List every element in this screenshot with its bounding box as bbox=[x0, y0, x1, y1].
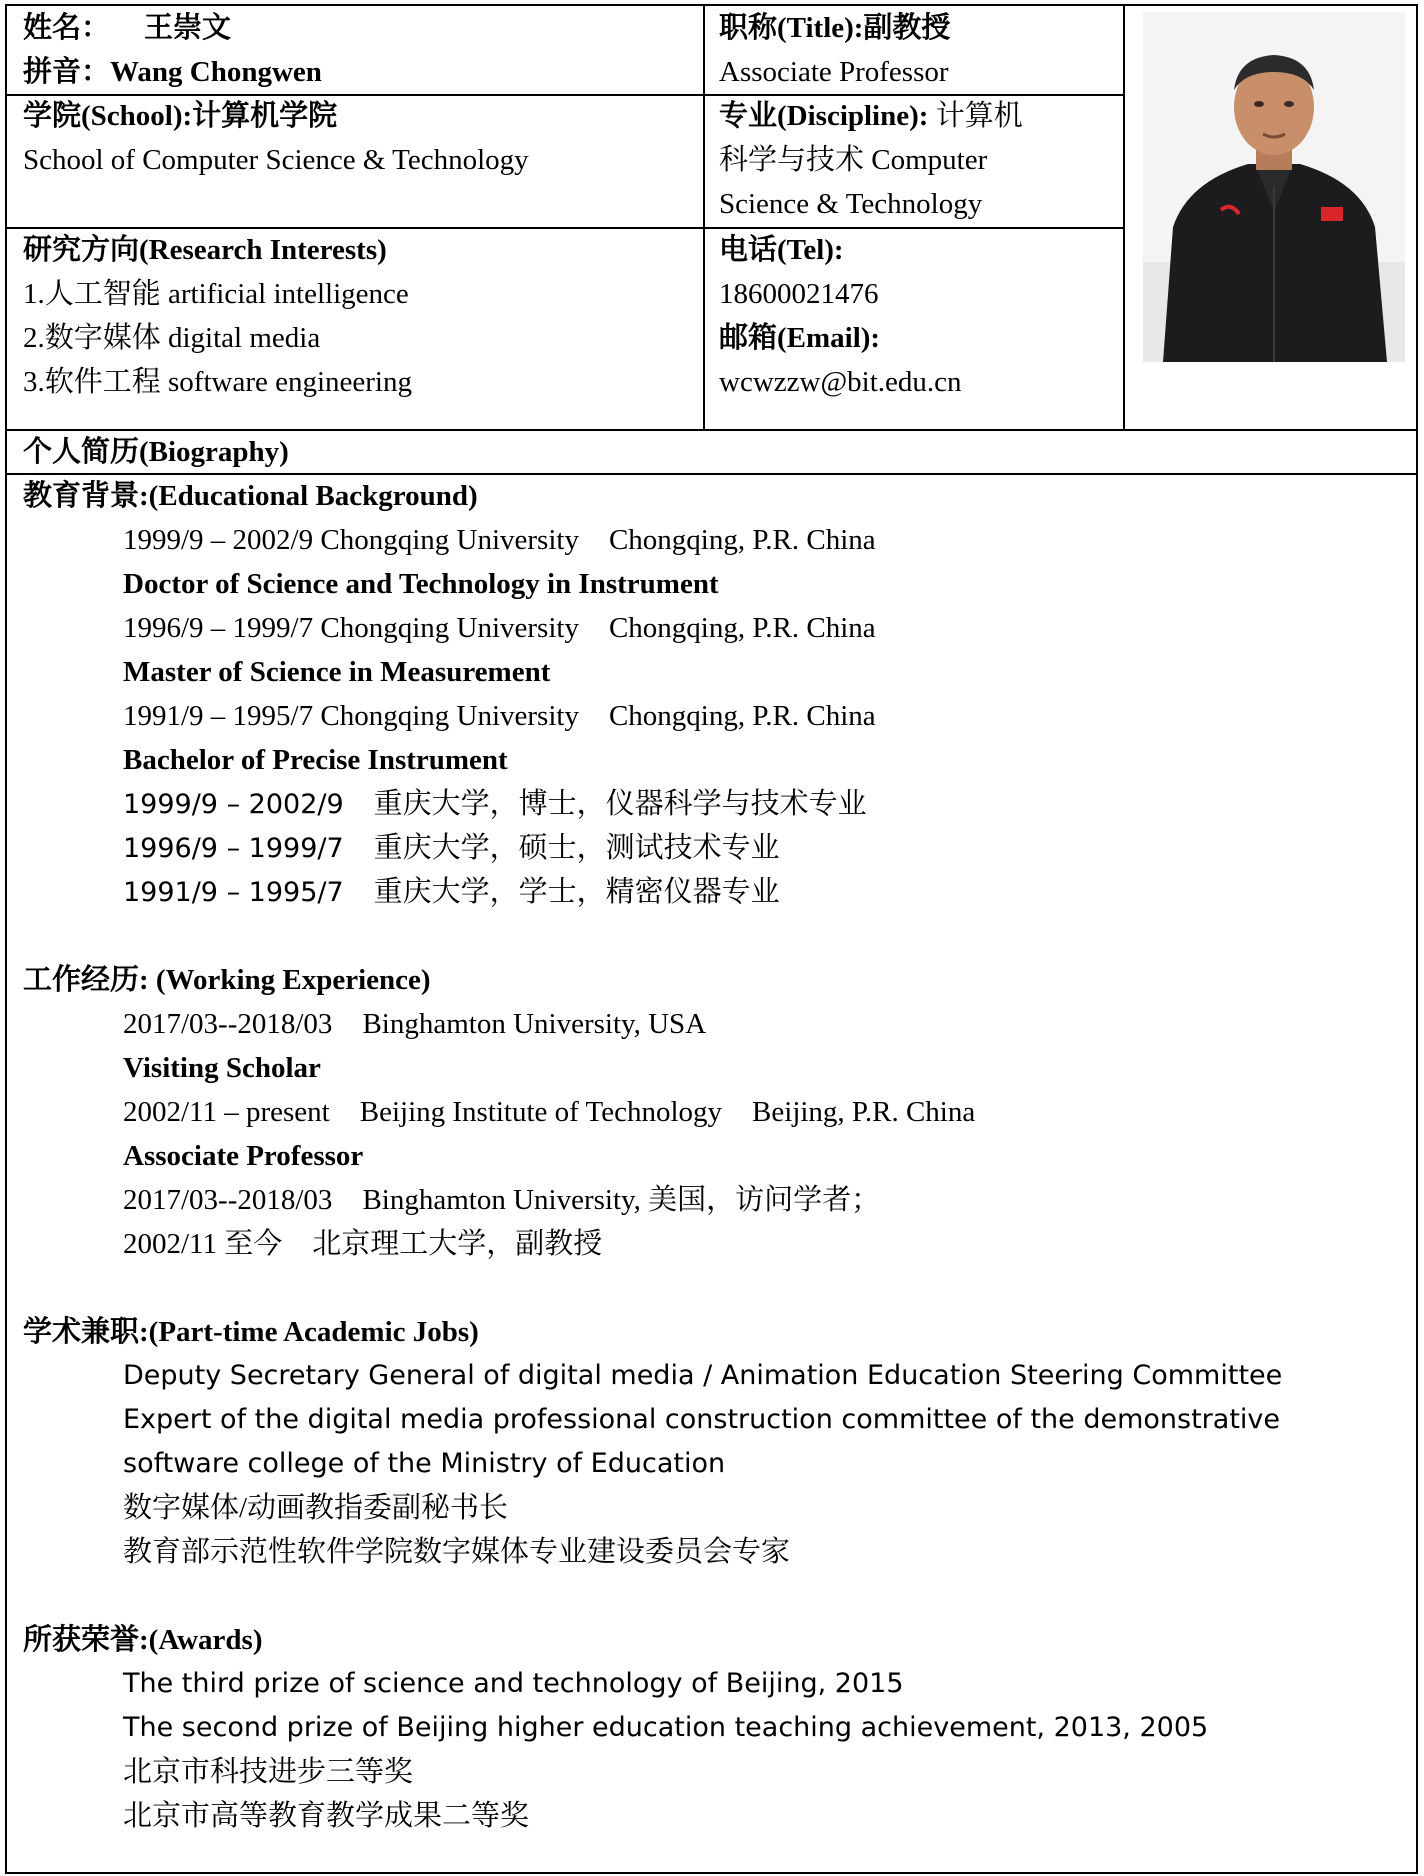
education-entry: 1991/9 – 1995/7 Chongqing University Chongqing, P.R. China bbox=[123, 700, 876, 732]
work-cn-entry: 2002/11 至今 北京理工大学，副教授 bbox=[123, 1228, 603, 1260]
academic-line: Expert of the digital media professional construction committee of the demonstrative bbox=[123, 1404, 1281, 1435]
academic-line: Deputy Secretary General of digital media / Animation Education Steering Committee bbox=[123, 1360, 1283, 1391]
academic-cn-line: 教育部示范性软件学院数字媒体专业建设委员会专家 bbox=[123, 1536, 791, 1568]
work-role: Associate Professor bbox=[123, 1140, 364, 1172]
school-value: School of Computer Science & Technology bbox=[23, 144, 529, 176]
tel-label: 电话(Tel): bbox=[719, 234, 844, 266]
name-label: 姓名： bbox=[23, 12, 111, 44]
title-label: 职称(Title):副教授 bbox=[719, 12, 951, 44]
work-heading: 工作经历: (Working Experience) bbox=[23, 964, 431, 996]
research-label: 研究方向(Research Interests) bbox=[23, 234, 387, 266]
email-value: wcwzzw@bit.edu.cn bbox=[719, 366, 962, 398]
education-cn-entry: 1999/9 – 2002/9 重庆大学，博士，仪器科学与技术专业 bbox=[123, 788, 867, 820]
education-degree: Doctor of Science and Technology in Instrument bbox=[123, 568, 719, 600]
work-cn-entry: 2017/03--2018/03 Binghamton University, 美国，访问学者； bbox=[123, 1184, 881, 1216]
portrait-photo-icon bbox=[1143, 12, 1405, 362]
education-cn-entry: 1991/9 – 1995/7 重庆大学，学士，精密仪器专业 bbox=[123, 876, 780, 908]
education-degree: Master of Science in Measurement bbox=[123, 656, 551, 688]
pinyin-label: 拼音： bbox=[23, 56, 111, 88]
education-entry: 1999/9 – 2002/9 Chongqing University Chongqing, P.R. China bbox=[123, 524, 876, 556]
work-entry: 2002/11 – present Beijing Institute of Technology Beijing, P.R. China bbox=[123, 1096, 976, 1128]
awards-heading: 所获荣誉:(Awards) bbox=[23, 1624, 263, 1656]
award-line: The third prize of science and technology of Beijing, 2015 bbox=[123, 1668, 904, 1699]
discipline-label: 专业(Discipline): bbox=[719, 100, 929, 132]
name-value: 王崇文 bbox=[144, 12, 232, 44]
biography-body bbox=[23, 474, 1403, 1838]
portrait-photo bbox=[1143, 12, 1405, 362]
academic-line: software college of the Ministry of Education bbox=[123, 1448, 726, 1479]
discipline-line3: Science & Technology bbox=[719, 188, 983, 220]
education-degree: Bachelor of Precise Instrument bbox=[123, 744, 508, 776]
name-cell bbox=[23, 6, 322, 94]
education-entry: 1996/9 – 1999/7 Chongqing University Chongqing, P.R. China bbox=[123, 612, 876, 644]
award-line: The second prize of Beijing higher education teaching achievement, 2013, 2005 bbox=[123, 1712, 1209, 1743]
award-cn-line: 北京市科技进步三等奖 bbox=[123, 1756, 414, 1788]
research-item: 3.软件工程 software engineering bbox=[23, 366, 412, 398]
discipline-line2: 科学与技术 Computer bbox=[719, 144, 988, 176]
work-role: Visiting Scholar bbox=[123, 1052, 321, 1084]
discipline-cell bbox=[719, 94, 1023, 226]
pinyin-value: Wang Chongwen bbox=[110, 56, 322, 88]
research-item: 1.人工智能 artificial intelligence bbox=[23, 278, 409, 310]
tel-value: 18600021476 bbox=[719, 278, 879, 310]
education-heading: 教育背景:(Educational Background) bbox=[23, 480, 478, 512]
divider-col1 bbox=[703, 6, 705, 429]
academic-heading: 学术兼职:(Part-time Academic Jobs) bbox=[23, 1316, 479, 1348]
divider-col2 bbox=[1123, 6, 1125, 429]
title-cell bbox=[719, 6, 950, 94]
award-cn-line: 北京市高等教育教学成果二等奖 bbox=[123, 1800, 530, 1832]
research-cell bbox=[23, 228, 412, 404]
school-label: 学院(School):计算机学院 bbox=[23, 100, 338, 132]
work-entry: 2017/03--2018/03 Binghamton University, USA bbox=[123, 1008, 707, 1040]
title-value: Associate Professor bbox=[719, 56, 949, 88]
email-label: 邮箱(Email): bbox=[719, 322, 881, 354]
research-item: 2.数字媒体 digital media bbox=[23, 322, 321, 354]
academic-cn-line: 数字媒体/动画教指委副秘书长 bbox=[123, 1492, 509, 1524]
education-cn-entry: 1996/9 – 1999/7 重庆大学，硕士，测试技术专业 bbox=[123, 832, 780, 864]
discipline-line1: 计算机 bbox=[935, 100, 1023, 132]
resume-sheet bbox=[5, 4, 1418, 1874]
contact-cell bbox=[719, 228, 962, 404]
school-cell bbox=[23, 94, 529, 182]
biography-heading: 个人简历(Biography) bbox=[23, 436, 289, 468]
